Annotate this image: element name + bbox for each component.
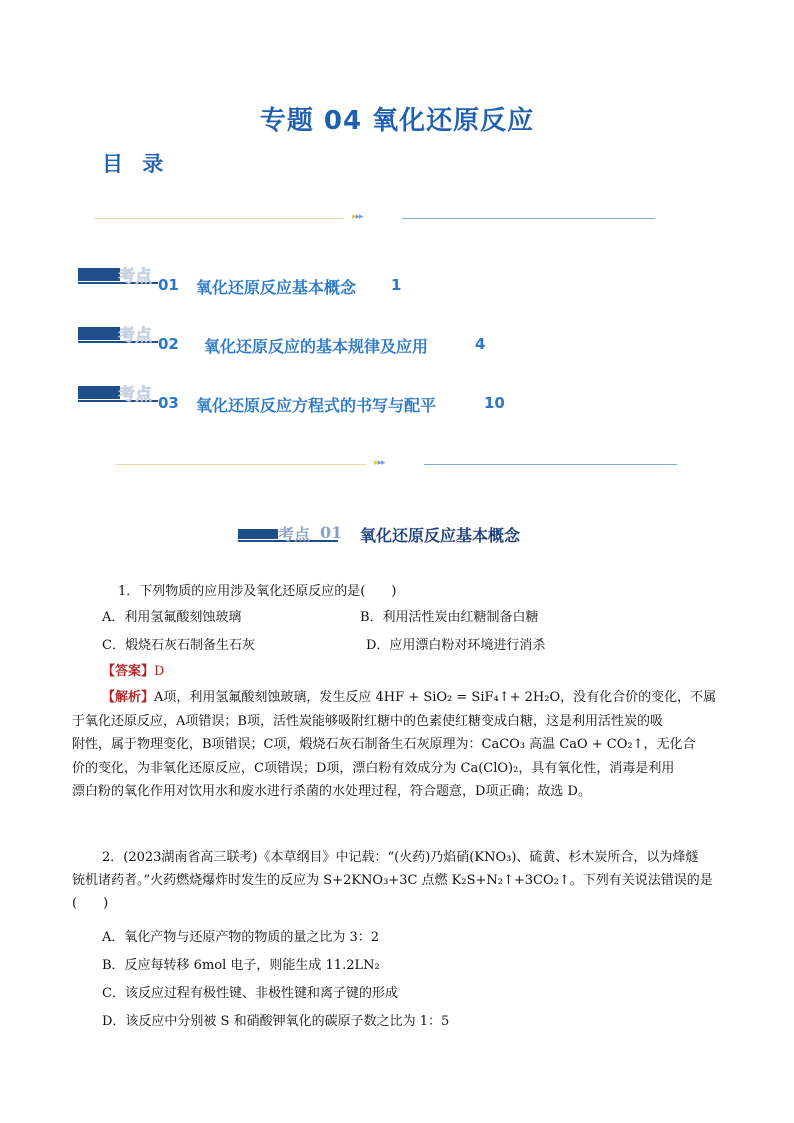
toc-item-title: 氧化还原反应方程式的书写与配平 [196,396,437,415]
toc-item-title: 氧化还原反应的基本规律及应用 [204,337,429,356]
section-heading [238,522,578,548]
toc-item-03[interactable] [78,384,638,415]
question-2-stem: 2．(2023湖南省高三联考)《本草纲目》中记载：“(火药)乃焰硝(KNO₃)、硫黄、杉木炭所合，以为烽燧 铳机诸药者。”火药燃烧爆炸时发生的反应为 S+2KNO₃+3C 点燃 K₂S+N₂↑+3CO₂↑。下列有关说法错误的是 ( ) [72,850,713,911]
analysis-line: 于氧化还原反应，A项错误；B项，活性炭能够吸附红糖中的色素使红糖变成白糖，这是利用活性炭的吸 [72,713,663,729]
divider-left-2 [116,464,366,465]
option-a: A．氧化产物与还原产物的物质的量之比为 3：2 [102,930,380,945]
divider-arrows-icon: ▸▸▸ [374,458,385,468]
option-c: C．该反应过程有极性键、非极性键和离子键的形成 [102,986,398,1001]
toc-item-page: 1 [391,276,402,294]
section-kaodian: 考点 [278,525,311,544]
toc-item-number: 03 [158,394,179,412]
answer-label: 【答案】 [102,664,155,679]
toc-item-page: 4 [475,335,486,353]
option-a: A．利用氢氟酸刻蚀玻璃 [102,610,242,625]
toc-item-number: 01 [158,276,179,294]
toc-heading: 目 录 [102,152,170,176]
divider-right-2 [424,464,677,465]
option-d: D．应用漂白粉对环境进行消杀 [366,638,546,653]
kaodian-badge: 考点 [78,325,198,347]
answer-value: D [154,664,165,679]
section-title: 氧化还原反应基本概念 [360,526,521,545]
option-b: B．反应每转移 6mol 电子，则能生成 11.2LN₂ [102,958,380,973]
toc-item-title: 氧化还原反应基本概念 [196,278,357,297]
kaodian-badge: 考点 [78,266,198,288]
document-title: 专题 04 氧化还原反应 [259,106,535,136]
divider-arrows-icon: ▸▸▸ [352,212,363,222]
option-c: C．煅烧石灰石制备生石灰 [102,638,255,653]
answer-line [102,662,164,682]
kaodian-badge: 考点 [78,384,198,406]
option-b: B．利用活性炭由红糖制备白糖 [360,610,539,625]
toc-item-number: 02 [158,335,179,353]
option-d: D．该反应中分别被 S 和硝酸钾氧化的碳原子数之比为 1：5 [102,1014,450,1029]
toc-item-02[interactable] [78,325,638,356]
analysis-line: 漂白粉的氧化作用对饮用水和废水进行杀菌的水处理过程，符合题意，D项正确；故选 D。 [72,784,591,799]
analysis-line: 价的变化，为非氧化还原反应，C项错误；D项，漂白粉有效成分为 Ca(ClO)₂，具有氧化性，消毒是利用 [72,760,675,776]
toc-item-01[interactable] [78,266,638,297]
analysis-line: 附性，属于物理变化，B项错误；C项，煅烧石灰石制备生石灰原理为：CaCO₃ 高温 CaO + CO₂↑，无化合 [72,737,696,752]
analysis-line: 【解析】A项，利用氢氟酸刻蚀玻璃，发生反应 4HF + SiO₂ = SiF₄↑+ 2H₂O，没有化合价的变化，不属 [102,690,717,705]
divider-left [94,218,344,219]
question-1-stem: 1．下列物质的应用涉及氧化还原反应的是( ) [118,584,397,599]
analysis-label: 【解析】 [102,690,155,705]
section-number: 01 [320,523,343,542]
analysis-block [72,686,722,804]
toc-item-page: 10 [484,394,505,412]
divider-right [402,218,655,219]
